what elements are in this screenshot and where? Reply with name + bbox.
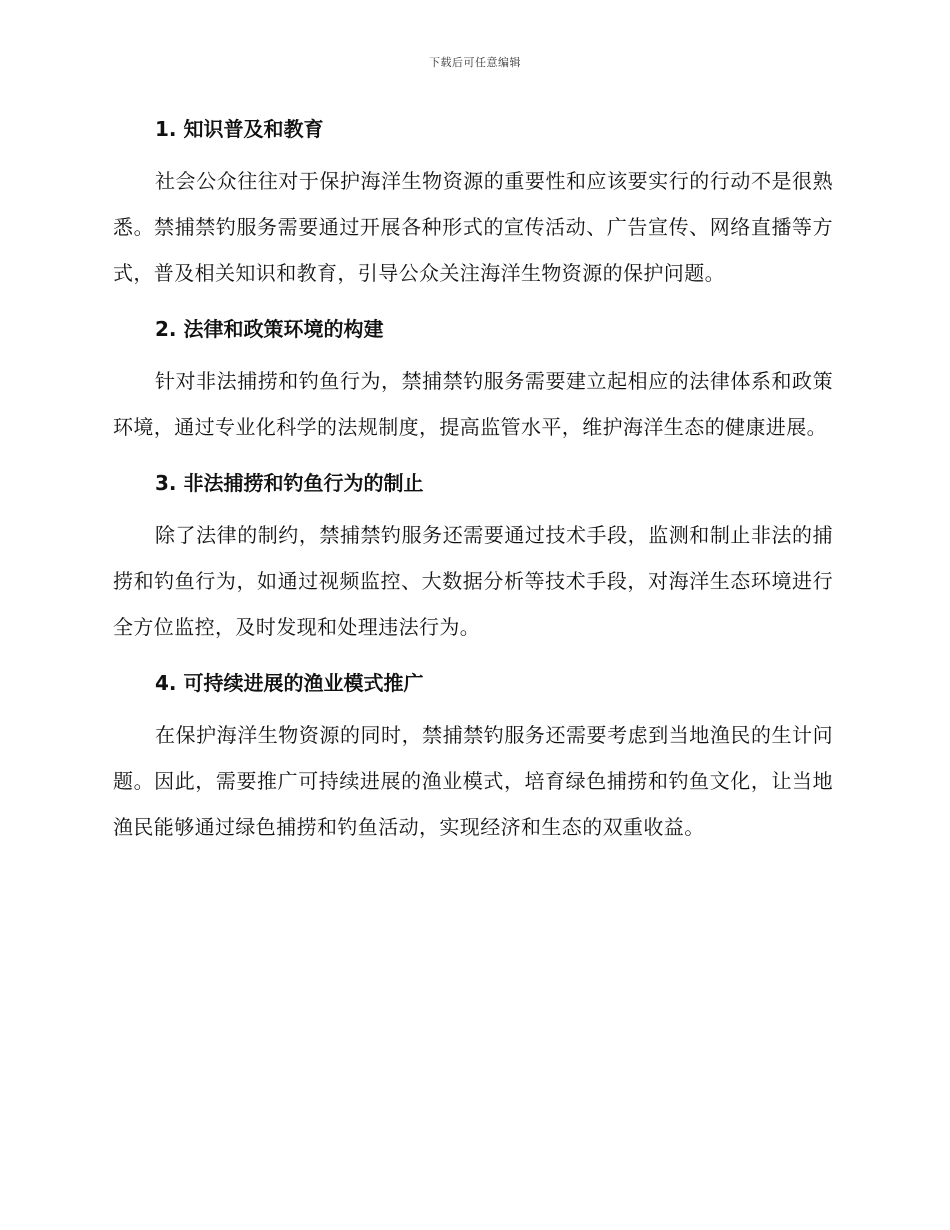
section-paragraph: 针对非法捕捞和钓鱼行为，禁捕禁钓服务需要建立起相应的法律体系和政策环境，通过专业化科学的法规制度，提高监管水平，维护海洋生态的健康进展。 bbox=[113, 369, 833, 439]
section-paragraph: 社会公众往往对于保护海洋生物资源的重要性和应该要实行的行动不是很熟悉。禁捕禁钓服务需要通过开展各种形式的宣传活动、广告宣传、网络直播等方式，普及相关知识和教育，引导公众关注海洋生物资源的保护问题。 bbox=[113, 169, 833, 285]
section-heading: 1. 知识普及和教育 bbox=[155, 117, 324, 141]
section-knowledge-education bbox=[113, 112, 833, 296]
section-heading: 2. 法律和政策环境的构建 bbox=[155, 317, 384, 341]
section-heading: 3. 非法捕捞和钓鱼行为的制止 bbox=[155, 471, 424, 495]
section-illegal-fishing-prevention bbox=[113, 466, 833, 650]
section-legal-policy bbox=[113, 312, 833, 450]
page-header: 下载后可任意编辑 bbox=[429, 56, 521, 69]
section-paragraph: 除了法律的制约，禁捕禁钓服务还需要通过技术手段，监测和制止非法的捕捞和钓鱼行为，如通过视频监控、大数据分析等技术手段，对海洋生态环境进行全方位监控，及时发现和处理违法行为。 bbox=[113, 523, 833, 639]
section-heading: 4. 可持续进展的渔业模式推广 bbox=[155, 671, 424, 695]
section-paragraph: 在保护海洋生物资源的同时，禁捕禁钓服务还需要考虑到当地渔民的生计问题。因此，需要推广可持续进展的渔业模式，培育绿色捕捞和钓鱼文化，让当地渔民能够通过绿色捕捞和钓鱼活动，实现经济和生态的双重收益。 bbox=[113, 723, 833, 839]
document-body bbox=[113, 112, 833, 850]
section-sustainable-fishery bbox=[113, 666, 833, 850]
